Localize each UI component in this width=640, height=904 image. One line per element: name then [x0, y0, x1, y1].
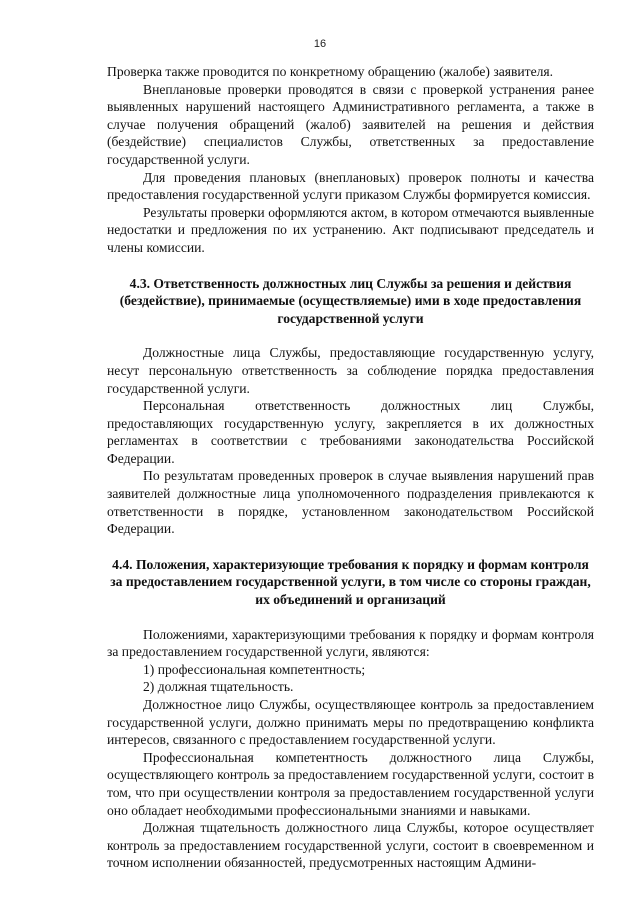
paragraph: Результаты проверки оформляются актом, в котором отмечаются выявленные недостатки и предложения по их устранению. Акт подписывают председатель и члены комиссии.: [107, 204, 594, 255]
section-heading-4-4: 4.4. Положения, характеризующие требования к порядку и формам контроля за предоставлением государственной услуги, в том числе со стороны граждан, их объединений и организаций: [110, 556, 591, 608]
paragraph: Для проведения плановых (внеплановых) проверок полноты и качества предоставления государственной услуги приказом Службы формируется комиссия.: [107, 169, 594, 203]
paragraph: Проверка также проводится по конкретному обращению (жалобе) заявителя.: [107, 64, 554, 79]
list-item: 2) должная тщательность.: [143, 679, 294, 695]
list-item: 1) профессиональная компетентность;: [143, 661, 366, 677]
paragraph: Профессиональная компетентность должностного лица Службы, осуществляющего контроль за предоставлением государственной услуги, состоит в том, что при осуществлении контроля за предоставлением государственной услуги оно обладает необходимыми профессиональными знаниями и навыками.: [107, 749, 594, 818]
paragraph: Внеплановые проверки проводятся в связи с проверкой устранения ранее выявленных нарушений настоящего Административного регламента, а также в случае получения обращений (жалоб) заявителей на решения и действия (бездействие) специалистов Службы, ответственных за предоставление государственной услуги.: [107, 81, 594, 167]
paragraph: Персональная ответственность должностных лиц Службы, предоставляющих государственную услугу, закрепляется в их должностных регламентах в соответствии с требованиями законодательства Российской Федерации.: [107, 398, 594, 466]
paragraph: Положениями, характеризующими требования к порядку и формам контроля за предоставлением государственной услуги, являются:: [107, 626, 594, 660]
paragraph: Должностное лицо Службы, осуществляющее контроль за предоставлением государственной услуги, должно принимать меры по предотвращению конфликта интересов, связанного с предоставлением государственной услуги.: [107, 697, 594, 748]
page-content: [107, 63, 594, 872]
section-heading-4-3: 4.3. Ответственность должностных лиц Службы за решения и действия (бездействие), принимаемые (осуществляемые) ими в ходе предоставления государственной услуги: [119, 275, 582, 326]
paragraph: По результатам проведенных проверок в случае выявления нарушений прав заявителей должностные лица уполномоченного подразделения привлекаются к ответственности в порядке, установленном законодательством Российской Федерации.: [107, 468, 594, 537]
paragraph: Должностные лица Службы, предоставляющие государственную услугу, несут персональную ответственность за соблюдение порядка предоставления государственной услуги.: [107, 345, 594, 396]
paragraph: Должная тщательность должностного лица Службы, которое осуществляет контроль за предоставлением государственной услуги, состоит в своевременном и точном исполнении обязанностей, предусмотренных настоящим Админи-: [107, 820, 594, 871]
page-number: 16: [313, 38, 327, 50]
